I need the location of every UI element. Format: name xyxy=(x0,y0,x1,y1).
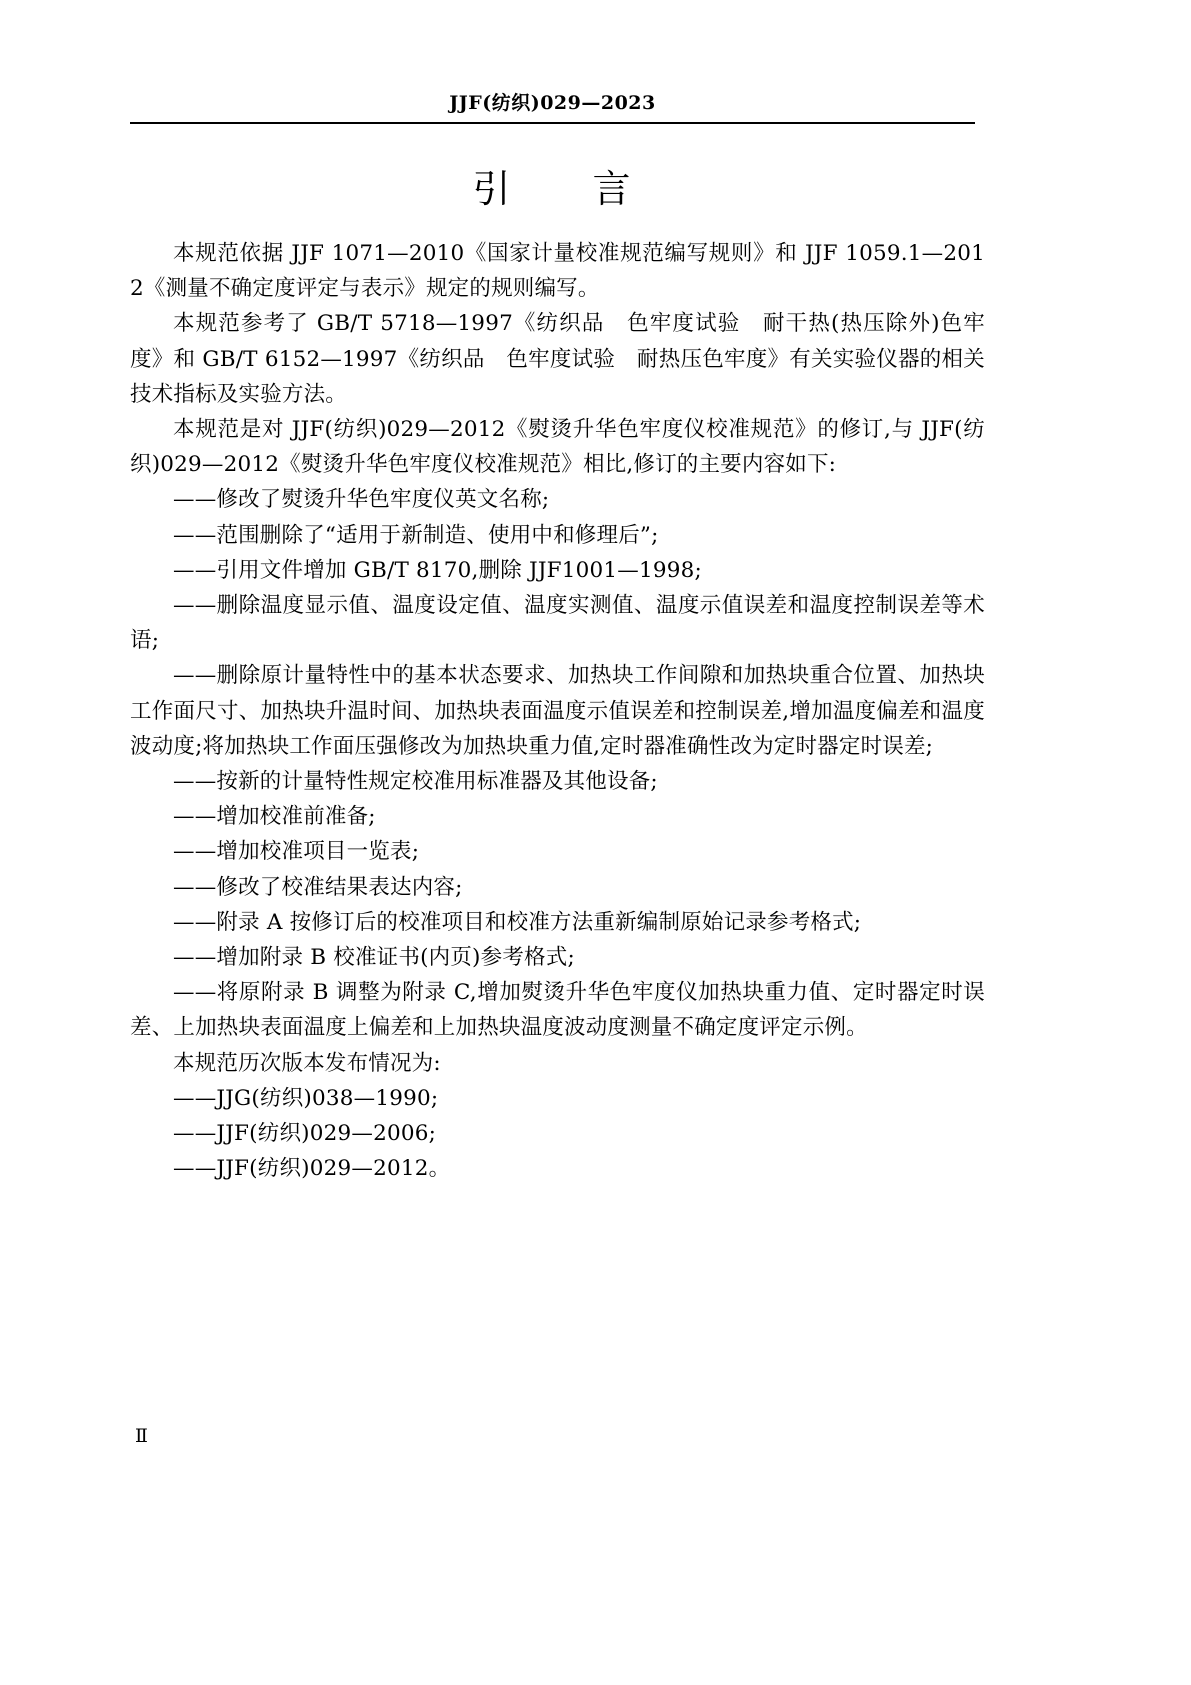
standard-code: JJF(纺织)029—2023 xyxy=(449,92,656,114)
revision-item: ——将原附录 B 调整为附录 C,增加熨烫升华色牢度仪加热块重力值、定时器定时误差、上加热块表面温度上偏差和上加热块温度波动度测量不确定度评定示例。 xyxy=(130,980,985,1041)
revision-item: ——修改了校准结果表达内容; xyxy=(173,874,463,900)
running-head xyxy=(130,88,975,115)
history-item: ——JJF(纺织)029—2012。 xyxy=(173,1156,451,1182)
revision-item: ——增加校准项目一览表; xyxy=(173,839,420,865)
history-item: ——JJG(纺织)038—1990; xyxy=(173,1085,439,1111)
revision-item: ——范围删除了“适用于新制造、使用中和修理后”; xyxy=(173,522,659,548)
page-number: Ⅱ xyxy=(135,1425,148,1447)
header-divider xyxy=(130,122,975,124)
body-content xyxy=(130,236,985,1186)
revision-item: ——增加附录 B 校准证书(内页)参考格式; xyxy=(173,945,575,971)
revision-item: ——删除原计量特性中的基本状态要求、加热块工作间隙和加热块重合位置、加热块工作面尺寸、加热块升温时间、加热块表面温度示值误差和控制误差,增加温度偏差和温度波动度;将加热块工作面压强修改为加热块重力值,定时器准确性改为定时器定时误差; xyxy=(130,663,985,759)
page-title: 引 言 xyxy=(472,167,633,211)
revision-item: ——增加校准前准备; xyxy=(173,804,376,830)
revision-item: ——附录 A 按修订后的校准项目和校准方法重新编制原始记录参考格式; xyxy=(173,909,862,935)
revision-item: ——修改了熨烫升华色牢度仪英文名称; xyxy=(173,487,550,513)
history-item: ——JJF(纺织)029—2006; xyxy=(173,1121,437,1147)
paragraph: 本规范参考了 GB/T 5718—1997《纺织品 色牢度试验 耐干热(热压除外)色牢度》和 GB/T 6152—1997《纺织品 色牢度试验 耐热压色牢度》有关实验仪器的相关技术指标及实验方法。 xyxy=(130,311,985,407)
paragraph: 本规范依据 JJF 1071—2010《国家计量校准规范编写规则》和 JJF 1059.1—2012《测量不确定度评定与表示》规定的规则编写。 xyxy=(130,241,985,302)
revision-item: ——删除温度显示值、温度设定值、温度实测值、温度示值误差和温度控制误差等术语; xyxy=(130,593,985,654)
revision-item: ——引用文件增加 GB/T 8170,删除 JJF1001—1998; xyxy=(173,557,702,583)
paragraph: 本规范是对 JJF(纺织)029—2012《熨烫升华色牢度仪校准规范》的修订,与 JJF(纺织)029—2012《熨烫升华色牢度仪校准规范》相比,修订的主要内容如下: xyxy=(130,417,985,478)
history-intro: 本规范历次版本发布情况为: xyxy=(173,1050,441,1076)
revision-item: ——按新的计量特性规定校准用标准器及其他设备; xyxy=(173,769,658,795)
